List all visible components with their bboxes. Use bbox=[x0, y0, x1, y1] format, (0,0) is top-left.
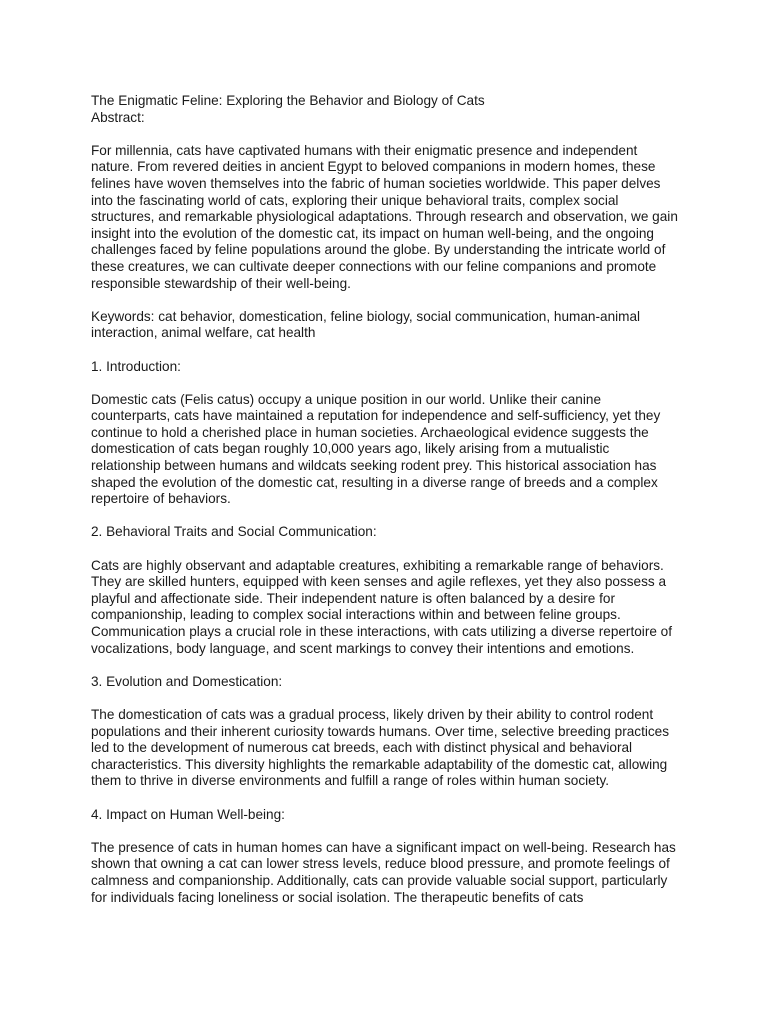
section-heading-human-wellbeing: 4. Impact on Human Well-being: bbox=[91, 806, 285, 822]
title-block bbox=[91, 93, 681, 126]
document-title: The Enigmatic Feline: Exploring the Behavior and Biology of Cats bbox=[91, 93, 485, 108]
abstract-paragraph: For millennia, cats have captivated humans with their enigmatic presence and independent nature. From revered deities in ancient Egypt to beloved companions in modern homes, these felines have woven themselves into the fabric of human societies worldwide. This paper delves into the fascinating world of cats, exploring their unique behavioral traits, complex social structures, and remarkable physiological adaptations. Through research and observation, we gain insight into the evolution of the domestic cat, its impact on human well-being, and the ongoing challenges faced by feline populations around the globe. By understanding the intricate world of these creatures, we can cultivate deeper connections with our feline companions and promote responsible stewardship of their well-being. bbox=[91, 142, 678, 291]
section-body-evolution: The domestication of cats was a gradual process, likely driven by their ability to control rodent populations and their inherent curiosity towards humans. Over time, selective breeding practices led to the development of numerous cat breeds, each with distinct physical and behavioral characteristics. This diversity highlights the remarkable adaptability of the domestic cat, allowing them to thrive in diverse environments and fulfill a range of roles within human society. bbox=[91, 706, 670, 789]
abstract-label: Abstract: bbox=[91, 109, 145, 125]
section-heading-evolution: 3. Evolution and Domestication: bbox=[91, 673, 283, 689]
section-heading-behavioral-traits: 2. Behavioral Traits and Social Communication: bbox=[91, 524, 377, 540]
section-body-introduction: Domestic cats (Felis catus) occupy a unique position in our world. Unlike their canine counterparts, cats have maintained a reputation for independence and self-sufficiency, yet they continue to hold a cherished place in human societies. Archaeological evidence suggests the domestication of cats began roughly 10,000 years ago, likely arising from a mutualistic relationship between humans and wildcats seeking rodent prey. This historical association has shaped the evolution of the domestic cat, resulting in a diverse range of breeds and a complex repertoire of behaviors. bbox=[91, 391, 661, 507]
document-content bbox=[91, 93, 681, 923]
section-body-behavioral-traits: Cats are highly observant and adaptable creatures, exhibiting a remarkable range of behaviors. They are skilled hunters, equipped with keen senses and agile reflexes, yet they also possess a playful and affectionate side. Their independent nature is often balanced by a desire for companionship, leading to complex social interactions within and between feline groups. Communication plays a crucial role in these interactions, with cats utilizing a diverse repertoire of vocalizations, body language, and scent markings to convey their intentions and emotions. bbox=[91, 557, 673, 656]
section-heading-introduction: 1. Introduction: bbox=[91, 358, 181, 374]
keywords-paragraph: Keywords: cat behavior, domestication, feline biology, social communication, human-animal interaction, animal welfare, cat health bbox=[91, 308, 641, 341]
section-body-human-wellbeing: The presence of cats in human homes can have a significant impact on well-being. Research has shown that owning a cat can lower stress levels, reduce blood pressure, and promote feelings of calmness and companionship. Additionally, cats can provide valuable social support, particularly for individuals facing loneliness or social isolation. The therapeutic benefits of cats bbox=[91, 839, 676, 905]
